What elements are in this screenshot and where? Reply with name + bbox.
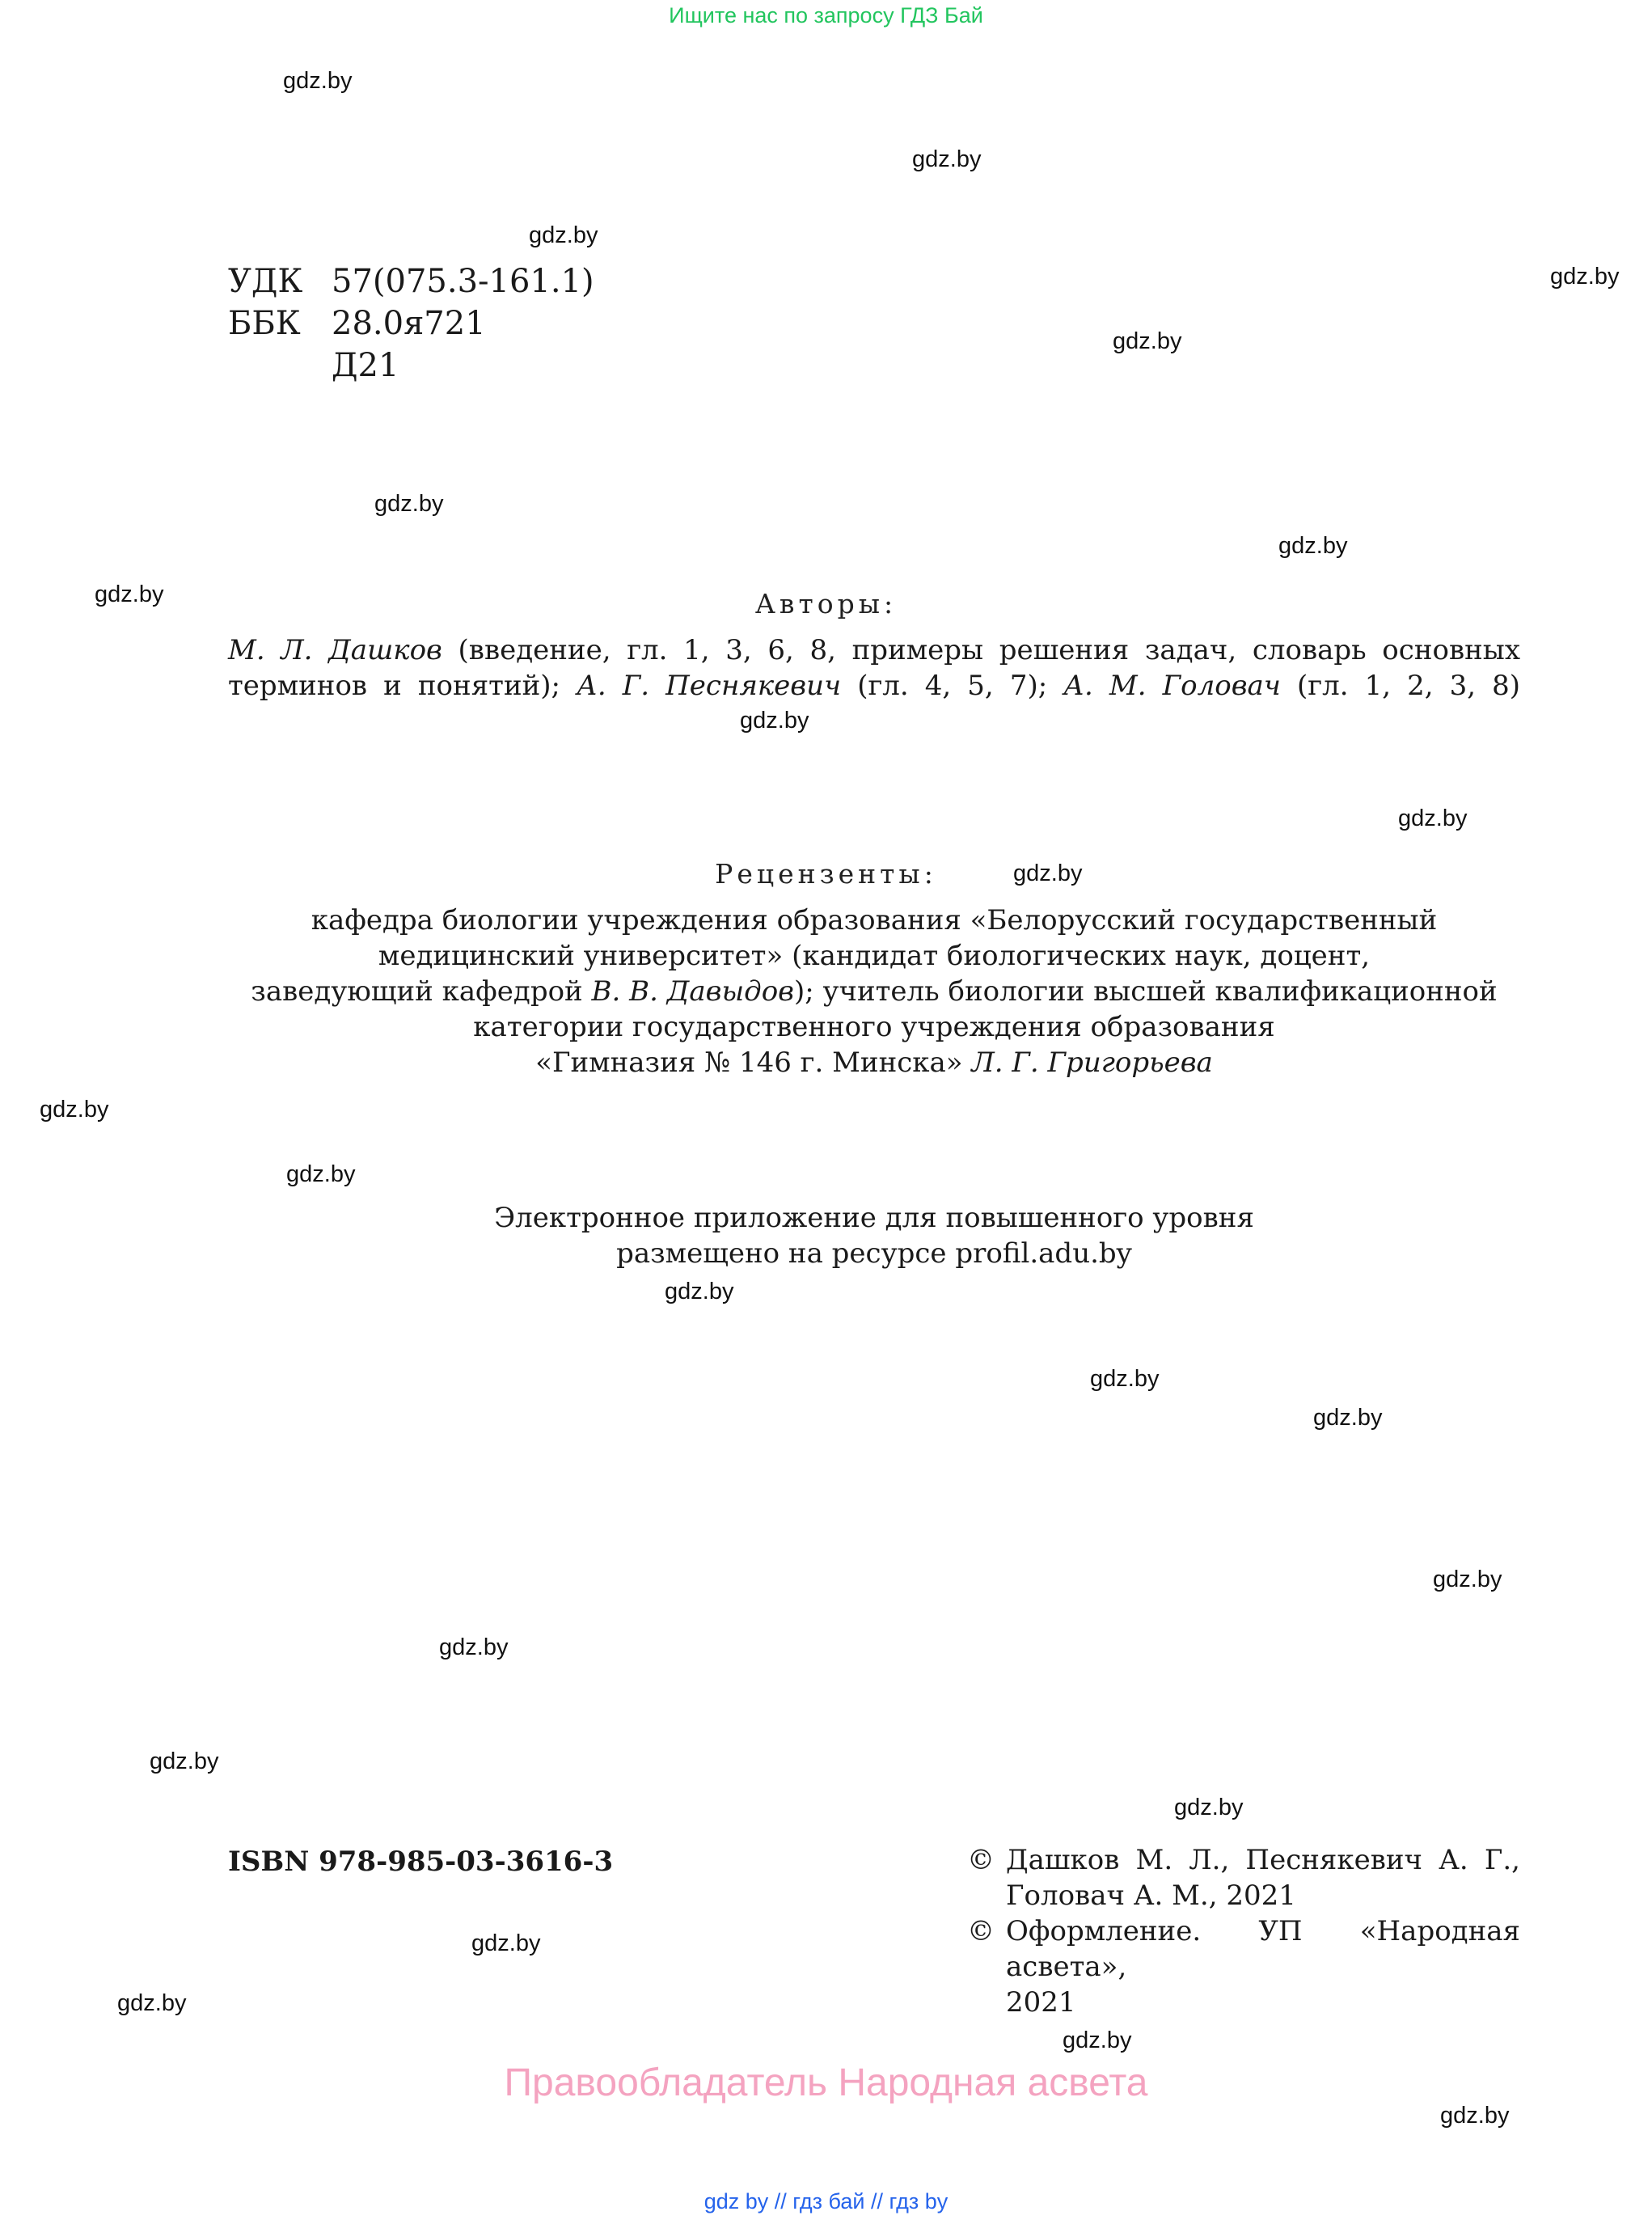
- watermark: gdz.by: [1278, 533, 1348, 559]
- udk-label: УДК: [228, 263, 303, 300]
- watermark: gdz.by: [1433, 1567, 1502, 1592]
- isbn: ISBN 978-985-03-3616-3: [228, 1846, 614, 1878]
- copyright-item: © Дашков М. Л., Песнякевич А. Г., Головач А. М., 2021: [967, 1844, 1520, 1912]
- copyright-symbol: ©: [967, 1915, 995, 1947]
- authors-line-1: М. Л. Дашков (введение, гл. 1, 3, 6, 8, примеры решения задач, словарь основных: [228, 634, 1520, 666]
- watermark: gdz.by: [1174, 1795, 1244, 1820]
- watermark: gdz.by: [665, 1279, 734, 1304]
- author-code: Д21: [332, 347, 399, 384]
- watermark: gdz.by: [1313, 1405, 1383, 1431]
- watermark: gdz.by: [150, 1748, 219, 1774]
- watermark: gdz.by: [912, 146, 982, 172]
- authors-text: [228, 632, 1520, 704]
- copyright-item: © Оформление. УП «Народная асвета», 2021: [967, 1915, 1520, 2019]
- udk-row: [228, 260, 594, 302]
- bbk-label: ББК: [228, 305, 301, 342]
- watermark: gdz.by: [1440, 2103, 1510, 2129]
- watermark: gdz.by: [1090, 1366, 1160, 1392]
- reviewers-line-5: «Гимназия № 146 г. Минска» Л. Г. Григорьева: [535, 1046, 1213, 1079]
- author-name: М. Л. Дашков: [228, 634, 442, 666]
- bibliographic-codes: [228, 260, 594, 387]
- copyright-symbol: ©: [967, 1844, 995, 1876]
- reviewer-name: В. В. Давыдов: [591, 975, 794, 1008]
- watermark: gdz.by: [740, 708, 809, 734]
- rights-holder: Правообладатель Народная асвета: [504, 2061, 1148, 2104]
- electronic-supplement: [228, 1200, 1520, 1271]
- watermark: gdz.by: [1013, 860, 1083, 886]
- reviewers-text: [228, 903, 1520, 1080]
- watermark: gdz.by: [529, 222, 598, 248]
- watermark: gdz.by: [95, 581, 164, 607]
- watermark: gdz.by: [374, 491, 444, 517]
- top-banner[interactable]: Ищите нас по запросу ГДЗ Бай: [669, 3, 983, 27]
- author-code-row: [228, 345, 594, 387]
- copyright-block: [967, 1842, 1520, 2020]
- watermark: gdz.by: [286, 1161, 356, 1187]
- reviewers-line-4: категории государственного учреждения образования: [473, 1011, 1275, 1043]
- reviewers-line-3: заведующий кафедрой В. В. Давыдов); учитель биологии высшей квалификационной: [251, 975, 1498, 1008]
- reviewers-line-2: медицинский университет» (кандидат биологических наук, доцент,: [378, 940, 1371, 972]
- bbk-row: [228, 302, 594, 345]
- watermark: gdz.by: [1113, 328, 1182, 354]
- authors-line-2: терминов и понятий); А. Г. Песнякевич (гл. 4, 5, 7); А. М. Головач (гл. 1, 2, 3, 8): [228, 670, 1521, 702]
- electronic-line-2: размещено на ресурсе profil.adu.by: [616, 1237, 1132, 1270]
- reviewers-heading: Рецензенты:: [715, 858, 937, 890]
- watermark: gdz.by: [40, 1097, 109, 1123]
- electronic-line-1: Электронное приложение для повышенного уровня: [494, 1202, 1254, 1234]
- footer-links[interactable]: gdz by // гдз бай // гдз by: [703, 2189, 949, 2213]
- author-name: А. Г. Песнякевич: [577, 670, 842, 702]
- author-name: А. М. Головач: [1063, 670, 1281, 702]
- udk-value: 57(075.3-161.1): [332, 263, 594, 300]
- watermark: gdz.by: [439, 1634, 509, 1660]
- bbk-value: 28.0я721: [332, 305, 486, 342]
- watermark: gdz.by: [471, 1930, 541, 1956]
- authors-heading: Авторы:: [754, 588, 898, 619]
- reviewer-name: Л. Г. Григорьева: [971, 1046, 1213, 1079]
- watermark: gdz.by: [1550, 264, 1620, 290]
- watermark: gdz.by: [283, 68, 353, 94]
- watermark: gdz.by: [1063, 2027, 1132, 2053]
- reviewers-line-1: кафедра биологии учреждения образования «Белорусский государственный: [311, 904, 1438, 937]
- watermark: gdz.by: [117, 1990, 187, 2016]
- watermark: gdz.by: [1398, 805, 1468, 831]
